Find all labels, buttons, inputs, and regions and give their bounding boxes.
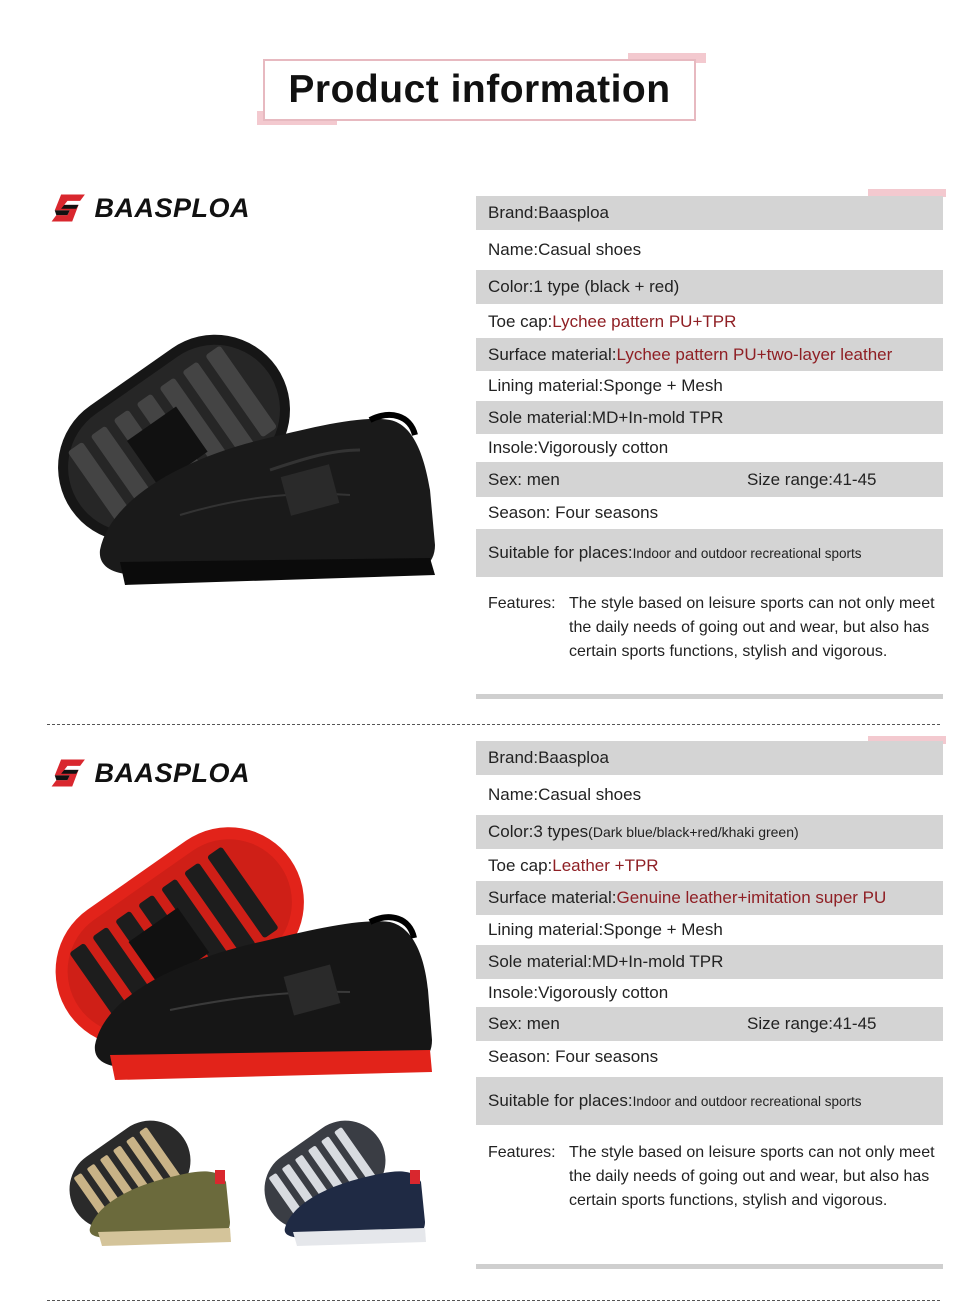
size-value: Size range:41-45: [747, 1014, 877, 1033]
features-block: [476, 1141, 943, 1241]
color-row: [476, 270, 943, 304]
lining-row: [476, 371, 943, 401]
brand-value: Brand:Baasploa: [488, 203, 609, 222]
section-divider: [47, 1300, 940, 1301]
places-value: Indoor and outdoor recreational sports: [632, 545, 862, 561]
toe-cap-row: [476, 851, 943, 881]
features-label: Features:: [488, 595, 556, 612]
black-shoe-image: [30, 300, 450, 610]
places-label: Suitable for places:: [488, 543, 633, 562]
surface-label: Surface material:: [488, 888, 617, 907]
name-row: [476, 778, 943, 812]
features-text: The style based on leisure sports can not only meet the daily needs of going out and wear, but also has certain sports functions, stylish and vigorous.: [569, 1144, 935, 1209]
insole-value: Insole:Vigorously cotton: [488, 983, 669, 1002]
season-value: Season: Four seasons: [488, 503, 659, 522]
sole-value: Sole material:MD+In-mold TPR: [488, 407, 724, 427]
sole-row: [476, 401, 943, 434]
color-row: [476, 815, 943, 849]
sex-value: Sex: men: [488, 1014, 560, 1033]
sole-value: Sole material:MD+In-mold TPR: [488, 952, 724, 971]
color-detail: (Dark blue/black+red/khaki green): [588, 824, 799, 840]
season-row: [476, 497, 943, 529]
places-row: [476, 529, 943, 577]
sex-size-row: [476, 462, 943, 497]
season-value: Season: Four seasons: [488, 1047, 659, 1066]
lining-value: Lining material:Sponge + Mesh: [488, 376, 723, 395]
features-block: [476, 592, 943, 692]
season-row: [476, 1041, 943, 1073]
toe-cap-label: Toe cap:: [488, 856, 553, 875]
surface-value: Lychee pattern PU+two-layer leather: [616, 344, 893, 364]
places-label: Suitable for places:: [488, 1091, 633, 1110]
size-value: Size range:41-45: [747, 469, 877, 489]
sex-value: Sex: men: [488, 469, 560, 489]
brand-logo-text: BAASPLOA: [94, 192, 250, 223]
color-value: Color:3 types: [488, 822, 589, 841]
surface-label: Surface material:: [488, 344, 617, 364]
features-label: Features:: [488, 1144, 556, 1161]
brand-row: [476, 741, 943, 775]
name-value: Name:Casual shoes: [488, 240, 642, 259]
page-title: Product information: [263, 59, 696, 121]
dark-blue-shoe-image: [245, 1110, 430, 1250]
panel-bottom-rule: [476, 1264, 943, 1269]
places-value: Indoor and outdoor recreational sports: [632, 1093, 862, 1109]
panel-bottom-rule: [476, 694, 943, 699]
insole-value: Insole:Vigorously cotton: [488, 438, 669, 457]
toe-cap-row: [476, 307, 943, 337]
brand-logo: [50, 753, 250, 793]
khaki-shoe-image: [50, 1110, 235, 1250]
toe-cap-value: Leather +TPR: [552, 856, 659, 875]
brand-logo: [50, 188, 250, 228]
name-row: [476, 233, 943, 267]
color-value: Color:1 type (black + red): [488, 277, 680, 296]
lining-value: Lining material:Sponge + Mesh: [488, 920, 723, 939]
brand-row: [476, 196, 943, 230]
surface-value: Genuine leather+imitation super PU: [616, 888, 887, 907]
brand-logo-text: BAASPLOA: [94, 757, 250, 788]
sole-row: [476, 945, 943, 979]
brand-logo-icon: [50, 189, 86, 227]
insole-row: [476, 979, 943, 1007]
section-divider: [47, 724, 940, 725]
toe-cap-label: Toe cap:: [488, 312, 553, 331]
name-value: Name:Casual shoes: [488, 785, 642, 804]
places-row: [476, 1077, 943, 1125]
toe-cap-value: Lychee pattern PU+TPR: [552, 312, 737, 331]
surface-row: [476, 338, 943, 371]
features-text: The style based on leisure sports can not only meet the daily needs of going out and wear, but also has certain sports functions, stylish and vigorous.: [569, 595, 935, 660]
surface-row: [476, 881, 943, 915]
brand-value: Brand:Baasploa: [488, 748, 609, 767]
insole-row: [476, 434, 943, 462]
title-frame: [263, 59, 696, 121]
brand-logo-icon: [50, 754, 86, 792]
sex-size-row: [476, 1007, 943, 1041]
black-red-shoe-image: [20, 810, 450, 1090]
lining-row: [476, 915, 943, 945]
